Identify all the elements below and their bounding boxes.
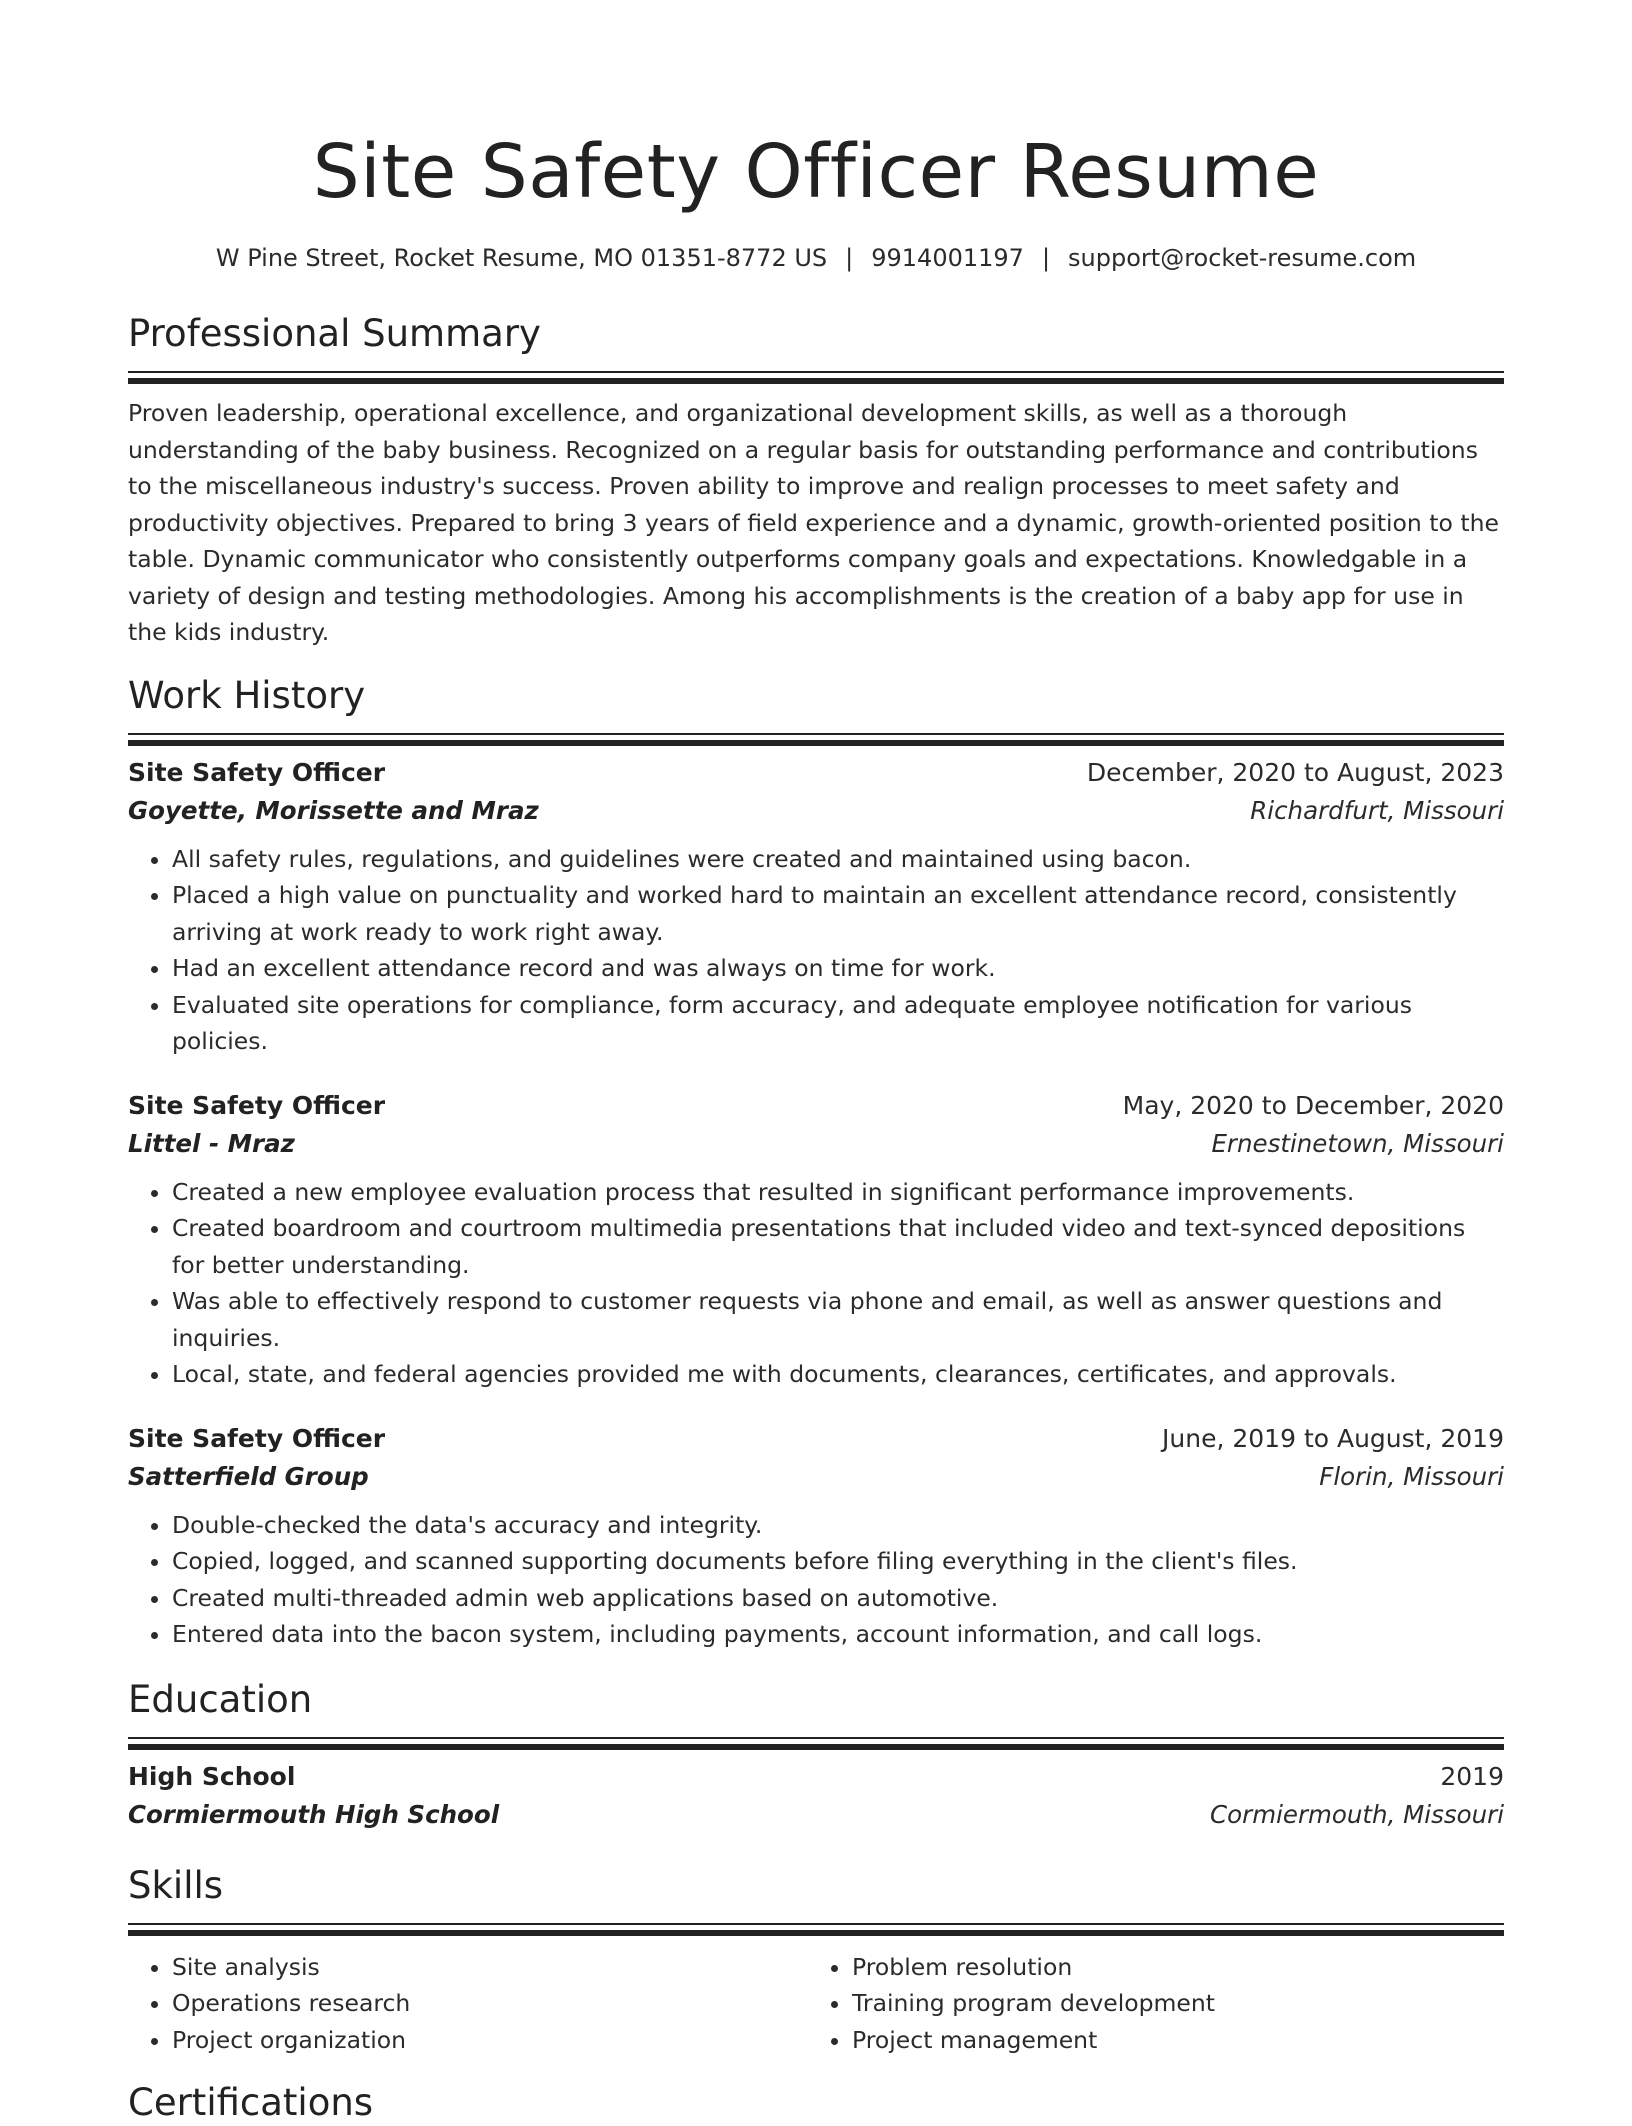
contact-phone: 9914001197: [871, 244, 1024, 272]
education-degree: High School: [128, 1761, 296, 1791]
education-subheader: [128, 1795, 1504, 1835]
skill-item: • Training program development: [852, 1985, 1488, 2022]
job-subheader: [128, 791, 1504, 831]
job-subheader: [128, 1124, 1504, 1164]
contact-line: [128, 242, 1504, 274]
job-bullets: [128, 1507, 1504, 1653]
education-location: Cormiermouth, Missouri: [1210, 1799, 1504, 1829]
section-heading-education: Education: [128, 1677, 313, 1721]
list-item: • Placed a high value on punctuality and worked hard to maintain an excellent attendance record, consistently arriving at work ready to work right away.: [172, 877, 1504, 950]
list-item: • Had an excellent attendance record and was always on time for work.: [172, 950, 1504, 987]
education-header: [128, 1759, 1504, 1795]
job-location: Florin, Missouri: [1319, 1461, 1504, 1491]
job-header: [128, 1088, 1504, 1124]
job-entry: [128, 1088, 1504, 1393]
skills-section: [128, 1863, 1504, 2059]
list-item: • Created a new employee evaluation process that resulted in significant performance improvements.: [172, 1174, 1504, 1211]
skills-list-right: [808, 1949, 1488, 2059]
list-item: • Evaluated site operations for compliance, form accuracy, and adequate employee notification for various policies.: [172, 987, 1504, 1060]
resume-page: [128, 0, 1504, 2126]
section-divider: [128, 371, 1504, 373]
job-company: Satterfield Group: [128, 1461, 369, 1491]
list-item: • Was able to effectively respond to customer requests via phone and email, as well as answer questions and inquiries.: [172, 1283, 1504, 1356]
list-item: • Local, state, and federal agencies provided me with documents, clearances, certificates, and approvals.: [172, 1356, 1504, 1393]
job-title: Site Safety Officer: [128, 757, 386, 787]
section-heading-summary: Professional Summary: [128, 312, 541, 355]
job-entry: [128, 755, 1504, 1060]
education-entry: [128, 1759, 1504, 1835]
contact-address: W Pine Street, Rocket Resume, MO 01351-8772 US: [215, 244, 828, 272]
resume-title: Site Safety Officer Resume: [312, 129, 1320, 215]
skill-item: • Operations research: [172, 1985, 808, 2022]
section-heading-work: Work History: [128, 673, 366, 717]
contact-email: support@rocket-resume.com: [1068, 244, 1417, 272]
section-divider: [128, 733, 1504, 735]
list-item: • Entered data into the bacon system, including payments, account information, and call logs.: [172, 1616, 1504, 1653]
list-item: • Double-checked the data's accuracy and integrity.: [172, 1507, 1504, 1544]
skill-item: • Problem resolution: [852, 1949, 1488, 1986]
list-item: • Copied, logged, and scanned supporting documents before filing everything in the client's files.: [172, 1543, 1504, 1580]
job-header: [128, 1421, 1504, 1457]
education-year: 2019: [1440, 1761, 1504, 1791]
list-item: • Created boardroom and courtroom multimedia presentations that included video and text-synced depositions for better understanding.: [172, 1210, 1504, 1283]
work-section: [128, 673, 1504, 1653]
job-company: Goyette, Morissette and Mraz: [128, 795, 539, 825]
job-dates: December, 2020 to August, 2023: [1086, 757, 1504, 787]
education-school: Cormiermouth High School: [128, 1799, 500, 1829]
summary-text: Proven leadership, operational excellence, and organizational development skills, as well as a thorough understanding of the baby business. Recognized on a regular basis for outstanding performance and contributions to the miscellaneous industry's success. Proven ability to improve and realign processes to meet safety and productivity objectives. Prepared to bring 3 years of field experience and a dynamic, growth-oriented position to the table. Dynamic communicator who consistently outperforms company goals and expectations. Knowledgable in a variety of design and testing methodologies. Among his accomplishments is the creation of a baby app for use in the kids industry.: [128, 399, 1499, 646]
job-bullets: [128, 1174, 1504, 1393]
section-heading-skills: Skills: [128, 1863, 224, 1907]
section-divider: [128, 1737, 1504, 1739]
job-bullets: [128, 841, 1504, 1060]
job-location: Richardfurt, Missouri: [1250, 795, 1504, 825]
list-item: • All safety rules, regulations, and guidelines were created and maintained using bacon.: [172, 841, 1504, 878]
job-title: Site Safety Officer: [128, 1423, 386, 1453]
list-item: • Created multi-threaded admin web applications based on automotive.: [172, 1580, 1504, 1617]
job-location: Ernestinetown, Missouri: [1211, 1128, 1504, 1158]
education-section: [128, 1677, 1504, 1835]
skills-list-left: [128, 1949, 808, 2059]
job-company: Littel - Mraz: [128, 1128, 295, 1158]
job-subheader: [128, 1457, 1504, 1497]
skill-item: • Project organization: [172, 2022, 808, 2059]
skill-item: • Site analysis: [172, 1949, 808, 1986]
job-title: Site Safety Officer: [128, 1090, 386, 1120]
contact-separator: |: [1041, 244, 1051, 272]
section-divider: [128, 1923, 1504, 1925]
summary-section: [128, 311, 1504, 651]
contact-separator: |: [845, 244, 854, 272]
skill-item: • Project management: [852, 2022, 1488, 2059]
skills-columns: [128, 1949, 1504, 2059]
job-header: [128, 755, 1504, 791]
job-entry: [128, 1421, 1504, 1653]
job-dates: May, 2020 to December, 2020: [1122, 1090, 1504, 1120]
job-dates: June, 2019 to August, 2019: [1162, 1423, 1504, 1453]
certifications-section: [128, 2080, 1504, 2126]
section-heading-certifications: Certifications: [128, 2081, 374, 2124]
